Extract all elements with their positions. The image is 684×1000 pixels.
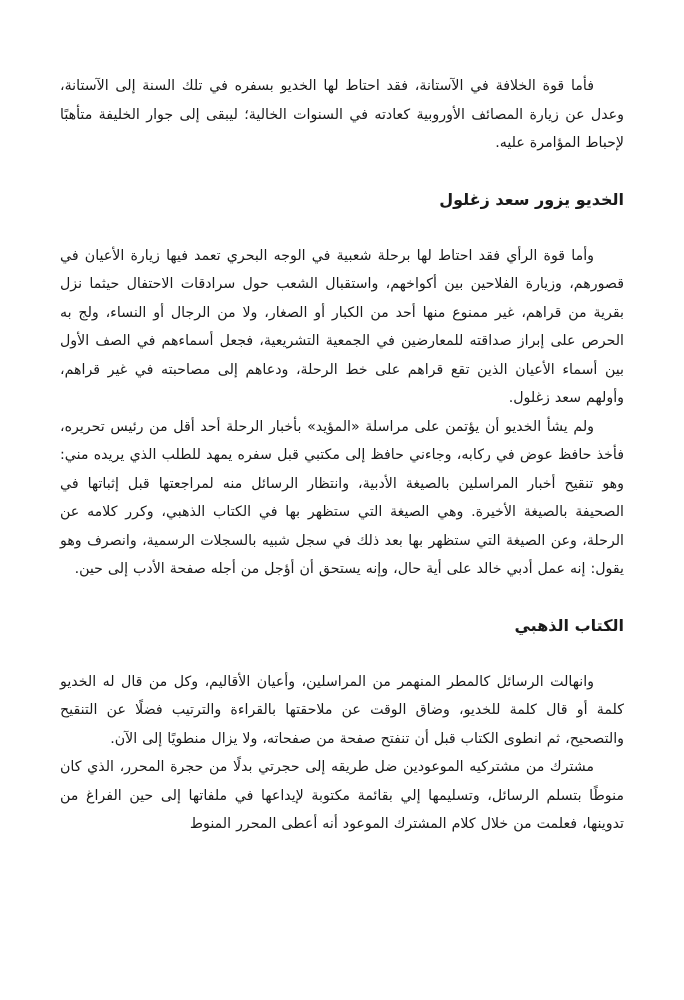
document-page — [60, 72, 624, 839]
paragraph-muayyad-correspondent: ولم يشأ الخديو أن يؤتمن على مراسلة «المؤيد» بأخبار الرحلة أحد أقل من رئيس تحريره، فأخذ حافظ عوض في ركابه، وجاءني حافظ إلى مكتبي قبل سفره يمهد للطلب الذي يريده مني: وهو تنقيح أخبار المراسلين بالصيغة الأدبية، وانتظار الرسائل منه لمراجعتها قبل إثباتها في الصحيفة بالصيغة الأخيرة. وهي الصيغة التي ستظهر بها في الكتاب الذهبي، وكرر كلامه عن الرحلة، وعن الصيغة التي ستظهر بها بعد ذلك في سجل شبيه بالسجلات الرسمية، وانصرف وهو يقول: إنه عمل أدبي خالد على أية حال، وإنه يستحق أن أؤجل من أجله صفحة الأدب إلى حين. — [60, 418, 624, 577]
paragraph-caliphate: فأما قوة الخلافة في الآستانة، فقد احتاط لها الخديو بسفره في تلك السنة إلى الآستانة، وعدل عن زيارة المصائف الأوروبية كعادته في السنوات الخالية؛ ليبقى إلى جوار الخليفة متأهبًا لإحباط المؤامرة عليه. — [60, 78, 624, 151]
section-heading-khedive-visits-saad: الخديو يزور سعد زغلول — [439, 189, 624, 209]
paragraph-popular-tour: وأما قوة الرأي فقد احتاط لها برحلة شعبية في الوجه البحري تعمد فيها زيارة الأعيان في قصورهم، وزيارة الفلاحين بين أكواخهم، واستقبال الشعب حول سرادقات الاحتفال حيثما نزل بقرية من قراهم، غير ممنوع منها أحد من الكبار أو الصغار، ولا من الرجال أو النساء، ولج به الحرص على إبراز صداقته للمعارضين في الجمعية التشريعية، فجعل أسماءهم في الصف الأول بين أسماء الأعيان الذين تقع قراهم على خط الرحلة، ودعاهم إلى مصاحبته في غير قراهم، وأولهم سعد زغلول. — [60, 247, 624, 406]
paragraph-subscriber: مشترك من مشتركيه الموعودين ضل طريقه إلى حجرتي بدلًا من حجرة المحرر، الذي كان منوطًا بتسلم الرسائل، وتسليمها إلي بقائمة مكتوبة لإيداعها في ملفاتها إلى حين الفراغ من تدوينها، فعلمت من خلال كلام المشترك الموعود أنه أعطى المحرر المنوط — [60, 759, 624, 832]
paragraph-letters-flood: وانهالت الرسائل كالمطر المنهمر من المراسلين، وأعيان الأقاليم، وكل من قال له الخديو كلمة أو قال كلمة للخديو، وضاق الوقت عن ملاحقتها بالقراءة والترتيب فضلًا عن التنقيح والتصحيح، ثم انطوى الكتاب قبل أن تنفتح صفحة من صفحاته، ولا يزال منطويًا إلى الآن. — [60, 673, 624, 747]
section-heading-golden-book: الكتاب الذهبي — [514, 615, 624, 635]
